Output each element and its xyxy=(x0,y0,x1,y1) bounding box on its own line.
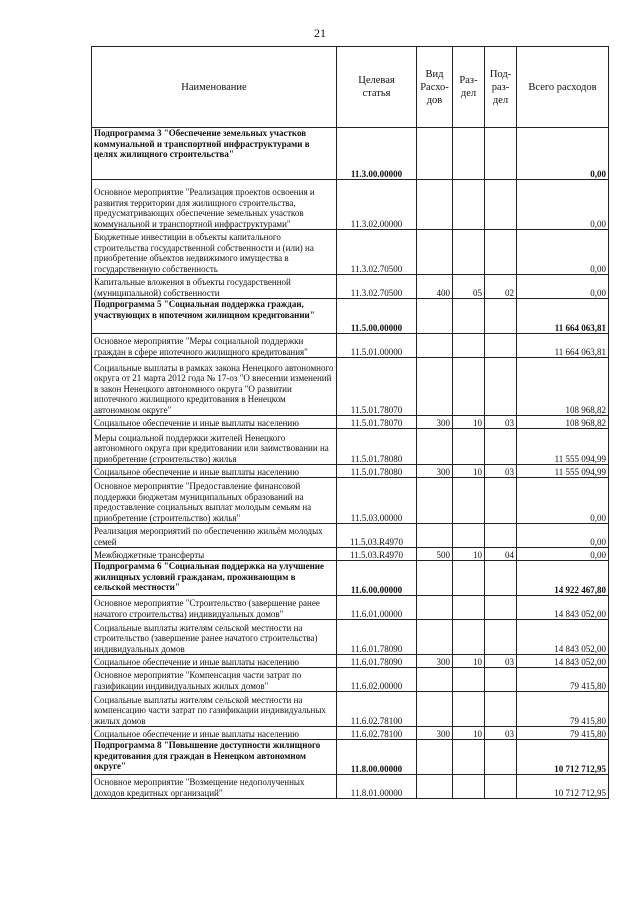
column-header-section: Раз- дел xyxy=(453,47,485,128)
cell-subsection xyxy=(485,358,517,416)
cell-section: 10 xyxy=(453,655,485,668)
cell-subsection xyxy=(485,180,517,230)
cell-total: 0,00 xyxy=(517,230,609,275)
cell-target-code: 11.3.02.70500 xyxy=(337,230,417,275)
cell-subsection xyxy=(485,692,517,727)
cell-total: 79 415,80 xyxy=(517,668,609,692)
table-row xyxy=(92,775,609,799)
cell-subsection xyxy=(485,596,517,620)
cell-target-code: 11.6.01.00000 xyxy=(337,596,417,620)
table-row xyxy=(92,668,609,692)
subprogram-row xyxy=(92,299,609,334)
cell-name: Основное мероприятие "Меры социальной поддержки граждан в сфере ипотечного жилищного кредитования" xyxy=(92,334,337,358)
cell-name: Социальное обеспечение и иные выплаты населению xyxy=(92,727,337,740)
cell-target-code: 11.5.00.00000 xyxy=(337,299,417,334)
table-header-row xyxy=(92,47,609,128)
cell-section: 10 xyxy=(453,727,485,740)
cell-section xyxy=(453,358,485,416)
table-row xyxy=(92,692,609,727)
cell-section xyxy=(453,561,485,596)
cell-subsection xyxy=(485,334,517,358)
cell-section: 05 xyxy=(453,275,485,299)
cell-total: 11 664 063,81 xyxy=(517,299,609,334)
cell-name: Реализация мероприятий по обеспечению жильём молодых семей xyxy=(92,524,337,548)
cell-section xyxy=(453,596,485,620)
cell-total: 11 555 094,99 xyxy=(517,465,609,478)
cell-subsection xyxy=(485,561,517,596)
cell-expense-kind: 500 xyxy=(417,548,453,561)
cell-total: 108 968,82 xyxy=(517,416,609,429)
page-number: 21 xyxy=(314,26,326,40)
expenditure-table xyxy=(91,46,609,799)
cell-target-code: 11.5.01.00000 xyxy=(337,334,417,358)
table-row xyxy=(92,416,609,429)
cell-name: Капитальные вложения в объекты государственной (муниципальной) собственности xyxy=(92,275,337,299)
cell-target-code: 11.6.01.78090 xyxy=(337,655,417,668)
cell-total: 0,00 xyxy=(517,548,609,561)
cell-name: Подпрограмма 6 "Социальная поддержка на улучшение жилищных условий гражданам, проживающим в сельской местности" xyxy=(92,561,337,596)
cell-expense-kind xyxy=(417,358,453,416)
cell-target-code: 11.3.00.00000 xyxy=(337,128,417,180)
cell-section xyxy=(453,668,485,692)
cell-expense-kind: 300 xyxy=(417,655,453,668)
cell-section xyxy=(453,740,485,775)
table-row xyxy=(92,465,609,478)
table-row xyxy=(92,429,609,465)
cell-section xyxy=(453,230,485,275)
cell-subsection xyxy=(485,299,517,334)
cell-subsection: 03 xyxy=(485,655,517,668)
cell-expense-kind: 400 xyxy=(417,275,453,299)
cell-subsection xyxy=(485,668,517,692)
cell-target-code: 11.6.01.78090 xyxy=(337,620,417,655)
column-header-name: Наименование xyxy=(92,47,337,128)
cell-expense-kind: 300 xyxy=(417,416,453,429)
cell-section xyxy=(453,180,485,230)
cell-section xyxy=(453,334,485,358)
cell-name: Основное мероприятие "Предоставление финансовой поддержки бюджетам муниципальных образований на предоставление социальных выплат молодым семьям на приобретение (строительство) жилья" xyxy=(92,478,337,524)
cell-target-code: 11.3.02.70500 xyxy=(337,275,417,299)
cell-expense-kind xyxy=(417,775,453,799)
table-row xyxy=(92,180,609,230)
cell-subsection xyxy=(485,620,517,655)
cell-name: Социальное обеспечение и иные выплаты населению xyxy=(92,655,337,668)
cell-total: 14 843 052,00 xyxy=(517,596,609,620)
table-row xyxy=(92,275,609,299)
cell-name: Социальные выплаты в рамках закона Ненецкого автономного округа от 21 марта 2012 года № 17-оз "О внесении изменений в закон Ненецкого автономного округа "О развитии ипотечного жилищного кредитования в Ненецком автономном округе" xyxy=(92,358,337,416)
cell-target-code: 11.8.00.00000 xyxy=(337,740,417,775)
column-header-code: Целевая статья xyxy=(337,47,417,128)
cell-expense-kind xyxy=(417,561,453,596)
cell-target-code: 11.6.02.78100 xyxy=(337,727,417,740)
cell-total: 0,00 xyxy=(517,128,609,180)
cell-total: 14 843 052,00 xyxy=(517,620,609,655)
cell-section xyxy=(453,620,485,655)
cell-target-code: 11.8.01.00000 xyxy=(337,775,417,799)
cell-expense-kind xyxy=(417,128,453,180)
cell-subsection xyxy=(485,740,517,775)
table-row xyxy=(92,230,609,275)
cell-expense-kind xyxy=(417,524,453,548)
cell-expense-kind xyxy=(417,620,453,655)
cell-expense-kind xyxy=(417,230,453,275)
cell-total: 0,00 xyxy=(517,478,609,524)
cell-expense-kind xyxy=(417,740,453,775)
cell-total: 14 843 052,00 xyxy=(517,655,609,668)
subprogram-row xyxy=(92,740,609,775)
column-header-total: Всего расходов xyxy=(517,47,609,128)
cell-section xyxy=(453,692,485,727)
cell-target-code: 11.6.00.00000 xyxy=(337,561,417,596)
cell-total: 79 415,80 xyxy=(517,727,609,740)
table-row xyxy=(92,334,609,358)
cell-expense-kind: 300 xyxy=(417,727,453,740)
table-row xyxy=(92,620,609,655)
cell-expense-kind: 300 xyxy=(417,465,453,478)
column-header-kind: Вид Расхо- дов xyxy=(417,47,453,128)
subprogram-row xyxy=(92,128,609,180)
table-row xyxy=(92,548,609,561)
cell-name: Меры социальной поддержки жителей Ненецкого автономного округа при кредитовании или заимствовании на приобретение (строительство) жилья xyxy=(92,429,337,465)
cell-target-code: 11.5.01.78070 xyxy=(337,358,417,416)
cell-subsection xyxy=(485,128,517,180)
cell-name: Социальное обеспечение и иные выплаты населению xyxy=(92,416,337,429)
cell-section xyxy=(453,775,485,799)
cell-target-code: 11.6.02.00000 xyxy=(337,668,417,692)
cell-name: Основное мероприятие "Возмещение недополученных доходов кредитных организаций" xyxy=(92,775,337,799)
subprogram-row xyxy=(92,561,609,596)
cell-target-code: 11.5.01.78080 xyxy=(337,465,417,478)
cell-section: 10 xyxy=(453,465,485,478)
cell-section xyxy=(453,299,485,334)
cell-expense-kind xyxy=(417,180,453,230)
cell-name: Основное мероприятие "Строительство (завершение ранее начатого строительства) индивидуальных домов" xyxy=(92,596,337,620)
cell-expense-kind xyxy=(417,429,453,465)
cell-target-code: 11.5.01.78070 xyxy=(337,416,417,429)
cell-name: Подпрограмма 5 "Социальная поддержка граждан, участвующих в ипотечном жилищном кредитовании" xyxy=(92,299,337,334)
cell-name: Социальные выплаты жителям сельской местности на компенсацию части затрат по газификации индивидуальных жилых домов xyxy=(92,692,337,727)
cell-section xyxy=(453,478,485,524)
table-row xyxy=(92,596,609,620)
cell-name: Бюджетные инвестиции в объекты капитального строительства государственной собственности и (или) на приобретение объектов недвижимого имущества в государственную собственность xyxy=(92,230,337,275)
cell-total: 10 712 712,95 xyxy=(517,775,609,799)
table-body xyxy=(92,128,609,799)
table-row xyxy=(92,358,609,416)
cell-subsection: 03 xyxy=(485,416,517,429)
cell-subsection xyxy=(485,775,517,799)
cell-name: Подпрограмма 3 "Обеспечение земельных участков коммунальной и транспортной инфраструктурами в целях жилищного строительства" xyxy=(92,128,337,180)
cell-target-code: 11.6.02.78100 xyxy=(337,692,417,727)
cell-name: Социальное обеспечение и иные выплаты населению xyxy=(92,465,337,478)
cell-name: Основное мероприятие "Реализация проектов освоения и развития территории для жилищного строительства, предусматривающих обеспечение земельных участков коммунальной и транспортной инфраструктурами" xyxy=(92,180,337,230)
cell-total: 79 415,80 xyxy=(517,692,609,727)
cell-total: 14 922 467,80 xyxy=(517,561,609,596)
cell-subsection xyxy=(485,478,517,524)
table-row xyxy=(92,478,609,524)
cell-name: Межбюджетные трансферты xyxy=(92,548,337,561)
cell-name: Социальные выплаты жителям сельской местности на строительство (завершение ранее начатого строительства) индивидуальных домов xyxy=(92,620,337,655)
cell-total: 10 712 712,95 xyxy=(517,740,609,775)
cell-subsection: 03 xyxy=(485,465,517,478)
cell-expense-kind xyxy=(417,668,453,692)
cell-section: 10 xyxy=(453,548,485,561)
cell-name: Основное мероприятие "Компенсация части затрат по газификации индивидуальных жилых домов" xyxy=(92,668,337,692)
cell-total: 0,00 xyxy=(517,275,609,299)
cell-subsection xyxy=(485,524,517,548)
cell-total: 0,00 xyxy=(517,524,609,548)
cell-total: 0,00 xyxy=(517,180,609,230)
cell-section xyxy=(453,524,485,548)
cell-subsection xyxy=(485,429,517,465)
table-row xyxy=(92,655,609,668)
cell-target-code: 11.5.01.78080 xyxy=(337,429,417,465)
cell-target-code: 11.5.03.00000 xyxy=(337,478,417,524)
cell-expense-kind xyxy=(417,334,453,358)
cell-section: 10 xyxy=(453,416,485,429)
cell-total: 11 555 094,99 xyxy=(517,429,609,465)
cell-section xyxy=(453,429,485,465)
cell-total: 11 664 063,81 xyxy=(517,334,609,358)
cell-target-code: 11.5.03.R4970 xyxy=(337,524,417,548)
cell-subsection xyxy=(485,230,517,275)
cell-section xyxy=(453,128,485,180)
cell-expense-kind xyxy=(417,596,453,620)
cell-expense-kind xyxy=(417,692,453,727)
cell-name: Подпрограмма 8 "Повышение доступности жилищного кредитования для граждан в Ненецком автономном округе" xyxy=(92,740,337,775)
cell-subsection: 03 xyxy=(485,727,517,740)
cell-target-code: 11.3.02.00000 xyxy=(337,180,417,230)
table-row xyxy=(92,524,609,548)
table-row xyxy=(92,727,609,740)
cell-subsection: 02 xyxy=(485,275,517,299)
cell-expense-kind xyxy=(417,478,453,524)
cell-total: 108 968,82 xyxy=(517,358,609,416)
cell-subsection: 04 xyxy=(485,548,517,561)
column-header-subsection: Под- раз- дел xyxy=(485,47,517,128)
cell-target-code: 11.5.03.R4970 xyxy=(337,548,417,561)
cell-expense-kind xyxy=(417,299,453,334)
